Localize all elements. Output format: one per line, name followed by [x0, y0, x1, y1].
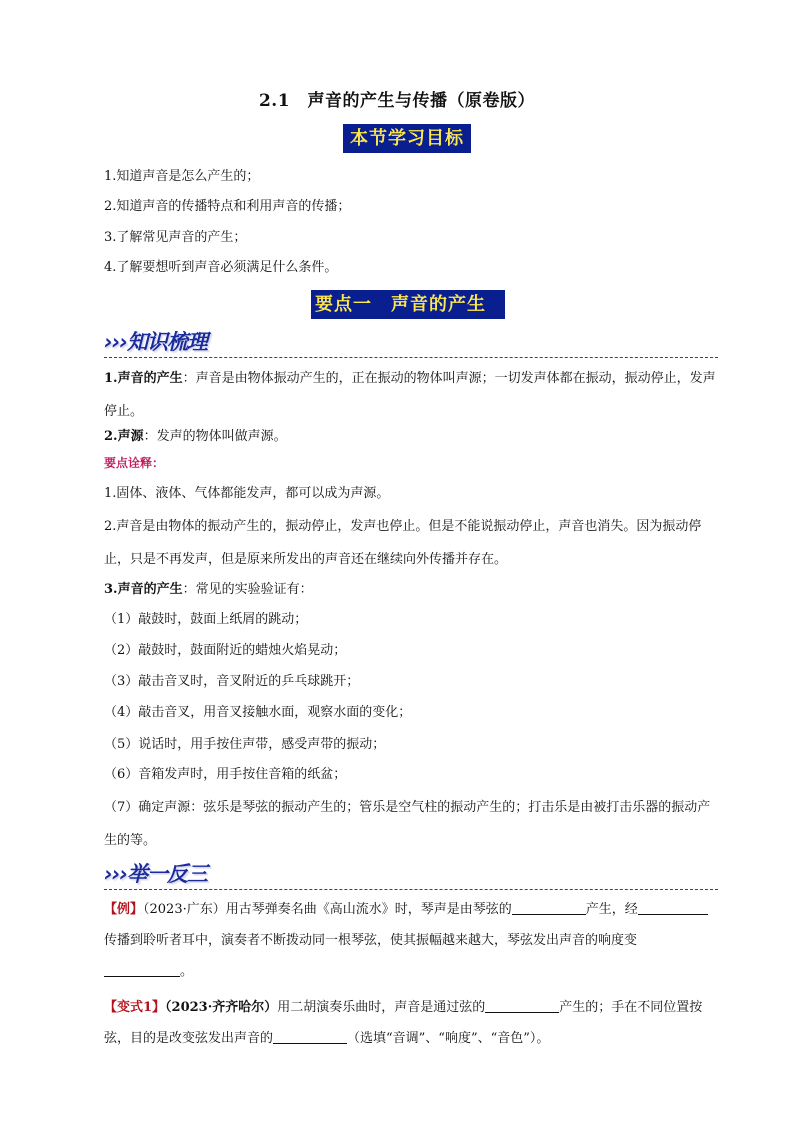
knowledge-point-1-text: ：声音是由物体振动产生的，正在振动的物体叫声源；一切发声体都在振动，振动停止，发声停止。	[104, 371, 716, 419]
knowledge-point-2	[104, 428, 287, 446]
example-text-3: 传播到聆听者耳中，演奏者不断拨动同一根琴弦，使其振幅越来越大，琴弦发出声音的响度变	[104, 933, 638, 948]
learning-goals-banner: 本节学习目标	[343, 124, 471, 153]
answer-blank[interactable]	[512, 900, 586, 915]
knowledge-point-2-text: ：发声的物体叫做声源。	[143, 429, 287, 444]
example-text-4: 。	[180, 964, 194, 979]
experiment-item: （4）敲击音叉，用音叉接触水面，观察水面的变化；	[104, 705, 412, 720]
variant-tag: 【变式1】	[104, 1000, 166, 1015]
knowledge-point-3-text: ：常见的实验验证有：	[182, 582, 313, 597]
experiment-item: （6）音箱发声时，用手按住音箱的纸盆；	[104, 767, 347, 782]
variant-text-3: （选填“音调”、“响度”、“音色”）。	[347, 1031, 550, 1046]
example-text-1: （2023·广东）用古琴弹奏名曲《高山流水》时，琴声是由琴弦的	[143, 902, 512, 917]
key-point-one-banner: 要点一 声音的产生	[311, 290, 505, 319]
experiment-item: （7）确定声源：弦乐是琴弦的振动产生的；管乐是空气柱的振动产生的；打击乐是由被打击乐器的振动产生的等。	[104, 800, 711, 848]
variant-text-2: 产生的；手在不同位置按弦，目的是改变弦发出声音的	[104, 1000, 703, 1046]
answer-blank[interactable]	[104, 962, 180, 977]
document-title: 2.1 声音的产生与传播（原卷版）	[258, 91, 536, 111]
example-question	[104, 894, 720, 987]
experiment-item: （5）说话时，用手按住声带，感受声带的振动；	[104, 737, 386, 752]
dashed-divider	[104, 889, 718, 890]
example-tag: 【例】	[104, 902, 144, 917]
dashed-divider	[104, 357, 718, 358]
note-item: 2.声音是由物体的振动产生的，振动停止，发声也停止。但是不能说振动停止，声音也消失。因为振动停止，只是不再发声，但是原来所发出的声音还在继续向外传播并存在。	[104, 519, 702, 567]
answer-blank[interactable]	[273, 1029, 347, 1044]
variant-text-1: 用二胡演奏乐曲时，声音是通过弦的	[277, 1000, 486, 1015]
knowledge-point-1	[104, 362, 720, 428]
answer-blank[interactable]	[638, 900, 708, 915]
goal-item: 1.知道声音是怎么产生的；	[104, 169, 260, 184]
examples-label: ›››举一反三	[104, 862, 207, 886]
knowledge-point-2-label: 2.声源	[104, 429, 144, 444]
example-text-2: 产生，经	[585, 902, 638, 917]
experiment-item: （2）敲鼓时，鼓面附近的蜡烛火焰晃动；	[104, 643, 347, 658]
knowledge-summary-label: ›››知识梳理	[104, 330, 207, 354]
variant-question-1	[104, 992, 720, 1054]
goal-item: 4.了解要想听到声音必须满足什么条件。	[104, 260, 338, 275]
goal-item: 3.了解常见声音的产生；	[104, 230, 247, 245]
note-item: 1.固体、液体、气体都能发声，都可以成为声源。	[104, 486, 390, 501]
answer-blank[interactable]	[485, 998, 559, 1013]
knowledge-point-3	[104, 581, 313, 599]
experiment-item: （1）敲鼓时，鼓面上纸屑的跳动；	[104, 612, 308, 627]
variant-source: （2023·齐齐哈尔）	[165, 1000, 278, 1015]
knowledge-point-1-label: 1.声音的产生	[104, 371, 183, 386]
knowledge-point-3-label: 3.声音的产生	[104, 582, 183, 597]
experiment-item: （3）敲击音叉时，音叉附近的乒乓球跳开；	[104, 674, 360, 689]
key-note-label: 要点诠释：	[104, 456, 165, 470]
goal-item: 2.知道声音的传播特点和利用声音的传播；	[104, 199, 351, 214]
